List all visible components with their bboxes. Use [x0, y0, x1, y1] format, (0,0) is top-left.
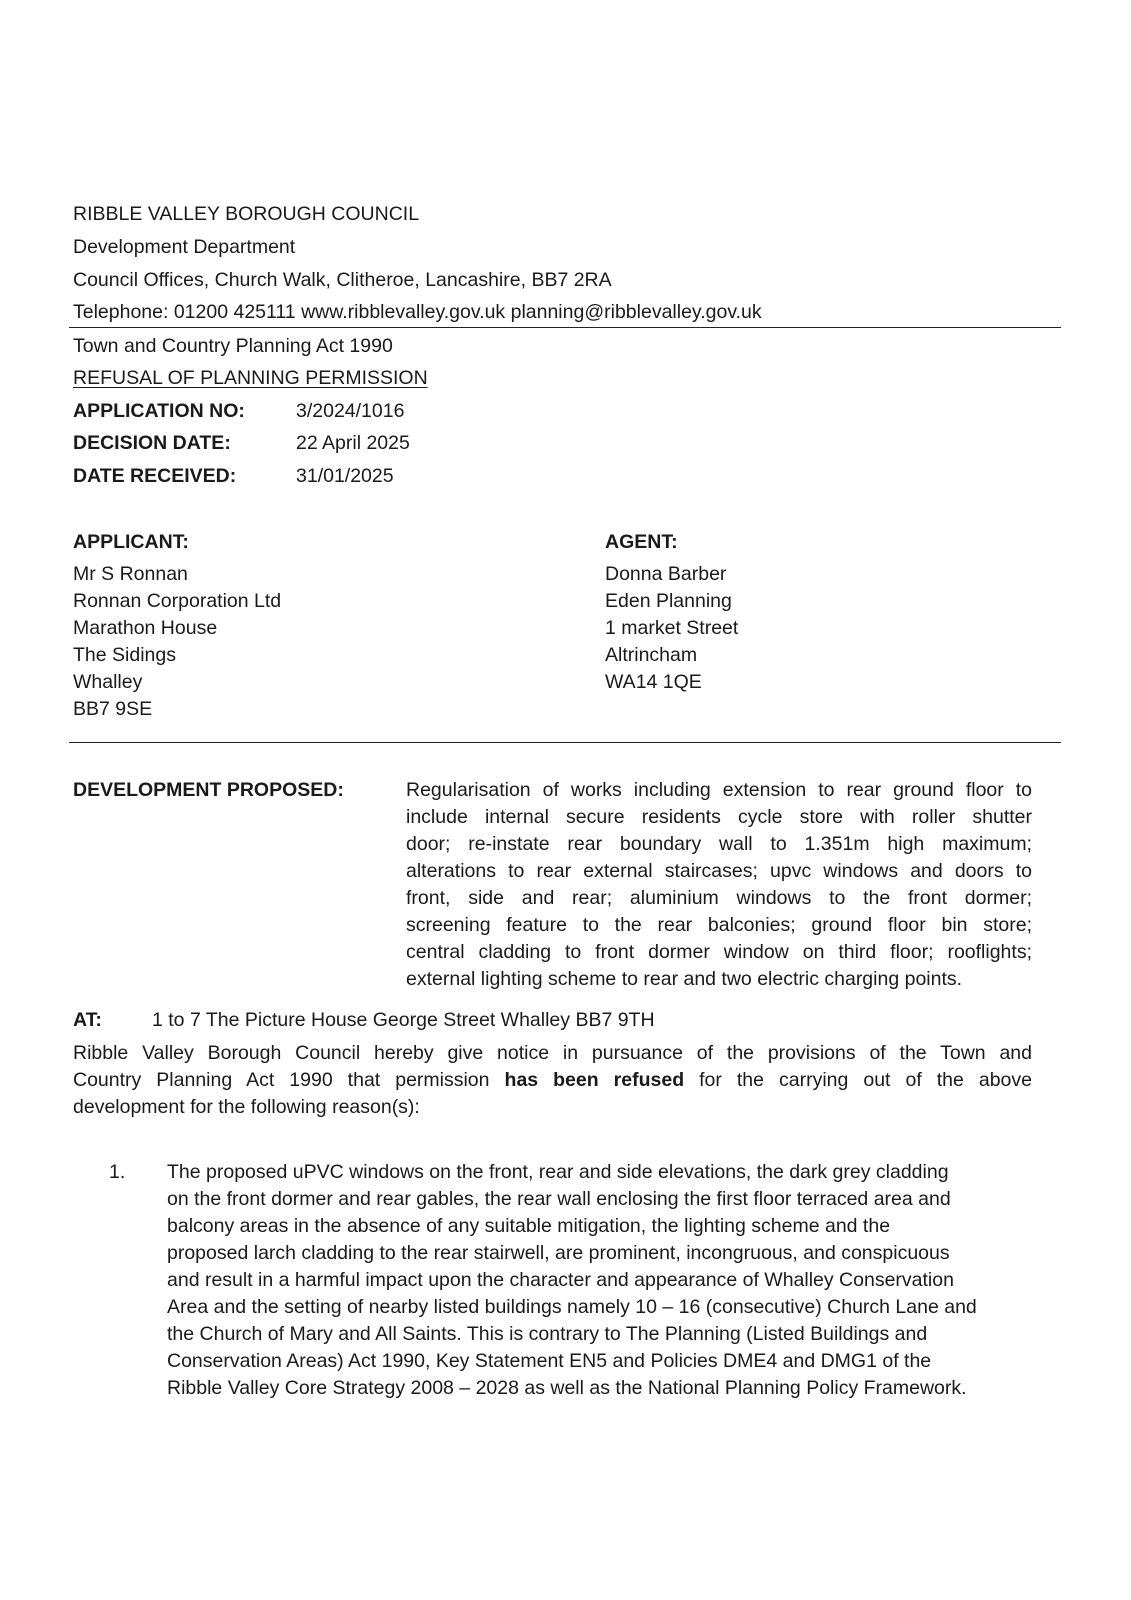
development-line: Regularisation of works including extension to rear ground floor to — [406, 779, 1032, 801]
applicant-line: Ronnan Corporation Ltd — [73, 590, 282, 612]
applicant-line: Whalley — [73, 671, 143, 693]
reason-line: Area and the setting of nearby listed buildings namely 10 – 16 (consecutive) Church Lane and — [167, 1296, 977, 1318]
notice-line: development for the following reason(s): — [73, 1096, 420, 1118]
reason-line: the Church of Mary and All Saints. This is contrary to The Planning (Listed Buildings and — [167, 1323, 928, 1345]
agent-heading: AGENT: — [605, 531, 678, 553]
date-received-value: 31/01/2025 — [296, 465, 394, 487]
application-no-value: 3/2024/1016 — [296, 400, 405, 422]
decision-date-label: DECISION DATE: — [73, 432, 231, 454]
date-received-label: DATE RECEIVED: — [73, 465, 237, 487]
agent-line: Altrincham — [605, 644, 698, 666]
notice-line — [73, 1067, 1032, 1094]
reason-text — [167, 1159, 977, 1402]
agent-address — [605, 561, 738, 696]
application-no-label: APPLICATION NO: — [73, 400, 245, 422]
refusal-notice — [73, 1040, 1032, 1121]
agent-line: Eden Planning — [605, 590, 732, 612]
agent-line: Donna Barber — [605, 563, 727, 585]
development-line: door; re-instate rear boundary wall to 1.351m high maximum; — [406, 833, 1032, 855]
council-contact: Telephone: 01200 425111 www.ribblevalley.gov.uk planning@ribblevalley.gov.uk — [73, 301, 762, 323]
development-line: central cladding to front dormer window on third floor; rooflights; — [406, 941, 1032, 963]
notice-line: Ribble Valley Borough Council hereby give notice in pursuance of the provisions of the Town and — [73, 1042, 1032, 1064]
applicant-line: Marathon House — [73, 617, 218, 639]
reason-line: proposed larch cladding to the rear stairwell, are prominent, incongruous, and conspicuous — [167, 1242, 950, 1264]
reason-line: on the front dormer and rear gables, the rear wall enclosing the first floor terraced area and — [167, 1188, 951, 1210]
reason-number: 1. — [109, 1161, 126, 1183]
development-description — [406, 777, 1032, 993]
header-divider — [69, 327, 1061, 328]
development-line: include internal secure residents cycle store with roller shutter — [406, 806, 1032, 828]
applicant-heading: APPLICANT: — [73, 531, 189, 553]
reason-line: Ribble Valley Core Strategy 2008 – 2028 as well as the National Planning Policy Framework. — [167, 1377, 967, 1399]
notice-text: for the carrying out of the above — [699, 1069, 1033, 1091]
refused-emphasis: has been refused — [504, 1069, 685, 1091]
agent-line: WA14 1QE — [605, 671, 702, 693]
decision-date-value: 22 April 2025 — [296, 432, 410, 454]
council-name: RIBBLE VALLEY BOROUGH COUNCIL — [73, 203, 420, 225]
applicant-address — [73, 561, 281, 723]
department-name: Development Department — [73, 236, 296, 258]
decision-type: REFUSAL OF PLANNING PERMISSION — [73, 367, 428, 389]
agent-line: 1 market Street — [605, 617, 739, 639]
applicant-line: The Sidings — [73, 644, 176, 666]
reason-line: balcony areas in the absence of any suitable mitigation, the lighting scheme and the — [167, 1215, 891, 1237]
reason-line: Conservation Areas) Act 1990, Key Statement EN5 and Policies DME4 and DMG1 of the — [167, 1350, 932, 1372]
development-line: screening feature to the rear balconies; ground floor bin store; — [406, 914, 1032, 936]
development-line: front, side and rear; aluminium windows to the front dormer; — [406, 887, 1032, 909]
reason-line: The proposed uPVC windows on the front, rear and side elevations, the dark grey cladding — [167, 1161, 949, 1183]
development-line: alterations to rear external staircases; upvc windows and doors to — [406, 860, 1032, 882]
applicant-divider — [69, 742, 1061, 743]
applicant-line: Mr S Ronnan — [73, 563, 188, 585]
site-label: AT: — [73, 1009, 102, 1031]
council-address: Council Offices, Church Walk, Clitheroe, Lancashire, BB7 2RA — [73, 269, 612, 291]
site-address: 1 to 7 The Picture House George Street Whalley BB7 9TH — [152, 1009, 655, 1031]
development-line: external lighting scheme to rear and two electric charging points. — [406, 968, 963, 990]
applicant-line: BB7 9SE — [73, 698, 153, 720]
notice-text: Country Planning Act 1990 that permission — [73, 1069, 490, 1091]
reason-line: and result in a harmful impact upon the character and appearance of Whalley Conservation — [167, 1269, 954, 1291]
development-label: DEVELOPMENT PROPOSED: — [73, 779, 344, 801]
planning-act: Town and Country Planning Act 1990 — [73, 335, 393, 357]
